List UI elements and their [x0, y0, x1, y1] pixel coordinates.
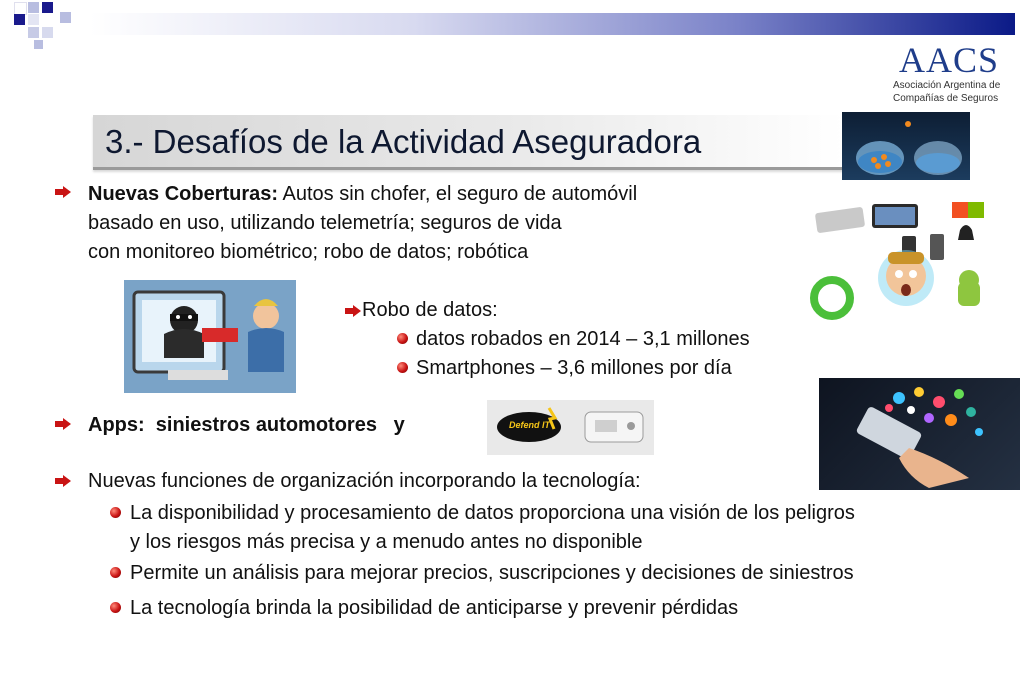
fishbowl-image — [842, 112, 970, 180]
square — [34, 40, 43, 49]
square — [42, 27, 53, 38]
robo-heading: Robo de datos: — [362, 299, 498, 321]
round-bullet-icon — [397, 362, 408, 373]
arrow-bullet-icon — [55, 186, 71, 198]
round-bullet-icon — [110, 507, 121, 518]
round-bullet-icon — [110, 567, 121, 578]
square — [42, 2, 53, 13]
fishbowl-illustration — [842, 112, 970, 180]
square — [28, 14, 39, 25]
round-bullet-icon — [397, 333, 408, 344]
aacs-logo — [893, 42, 1008, 104]
coberturas-line2: basado en uso, utilizando telemetría; seguros de vida — [88, 212, 562, 234]
logo-name: AACS — [899, 40, 1000, 80]
square — [60, 12, 71, 23]
logo-subtitle-line1: Asociación Argentina de — [893, 80, 1001, 91]
square — [14, 14, 25, 25]
funciones-heading: Nuevas funciones de organización incorporando la tecnología: — [88, 470, 641, 492]
smartphone-apps-illustration — [819, 378, 1020, 490]
coberturas-heading: Nuevas Coberturas: — [88, 183, 279, 205]
arrow-bullet-icon — [345, 305, 361, 317]
robo-item: datos robados en 2014 – 3,1 millones — [416, 328, 750, 350]
data-theft-illustration — [124, 280, 296, 393]
coberturas-line3: con monitoreo biométrico; robo de datos; robótica — [88, 241, 529, 263]
defend-it-device-image — [487, 400, 654, 455]
arrow-bullet-icon — [55, 418, 71, 430]
square — [28, 27, 39, 38]
funciones-item-continued: y los riesgos más precisa y a menudo antes no disponible — [130, 531, 643, 553]
funciones-item: La disponibilidad y procesamiento de datos proporciona una visión de los peligros — [130, 502, 855, 524]
device-label: Defend IT — [509, 420, 551, 430]
logo-subtitle-line2: Compañías de Seguros — [893, 93, 999, 104]
title-bar — [93, 115, 845, 170]
coberturas-line1 — [88, 180, 637, 209]
coberturas-line1-text: Autos sin chofer, el seguro de automóvil — [278, 183, 638, 205]
devices-collage-illustration — [810, 196, 1000, 324]
round-bullet-icon — [110, 602, 121, 613]
funciones-item: Permite un análisis para mejorar precios, suscripciones y decisiones de siniestros — [130, 562, 854, 584]
slide-title: 3.- Desafíos de la Actividad Aseguradora — [105, 123, 702, 160]
arrow-bullet-icon — [55, 475, 71, 487]
apps-heading: Apps: siniestros automotores y — [88, 414, 405, 436]
square — [28, 2, 39, 13]
devices-collage-image — [810, 196, 1000, 324]
top-gradient-bar — [90, 13, 1015, 35]
data-theft-image — [124, 280, 296, 393]
smartphone-apps-image — [819, 378, 1020, 490]
robo-item: Smartphones – 3,6 millones por día — [416, 357, 732, 379]
corner-squares-decoration — [0, 0, 90, 50]
funciones-item: La tecnología brinda la posibilidad de anticiparse y prevenir pérdidas — [130, 597, 739, 619]
